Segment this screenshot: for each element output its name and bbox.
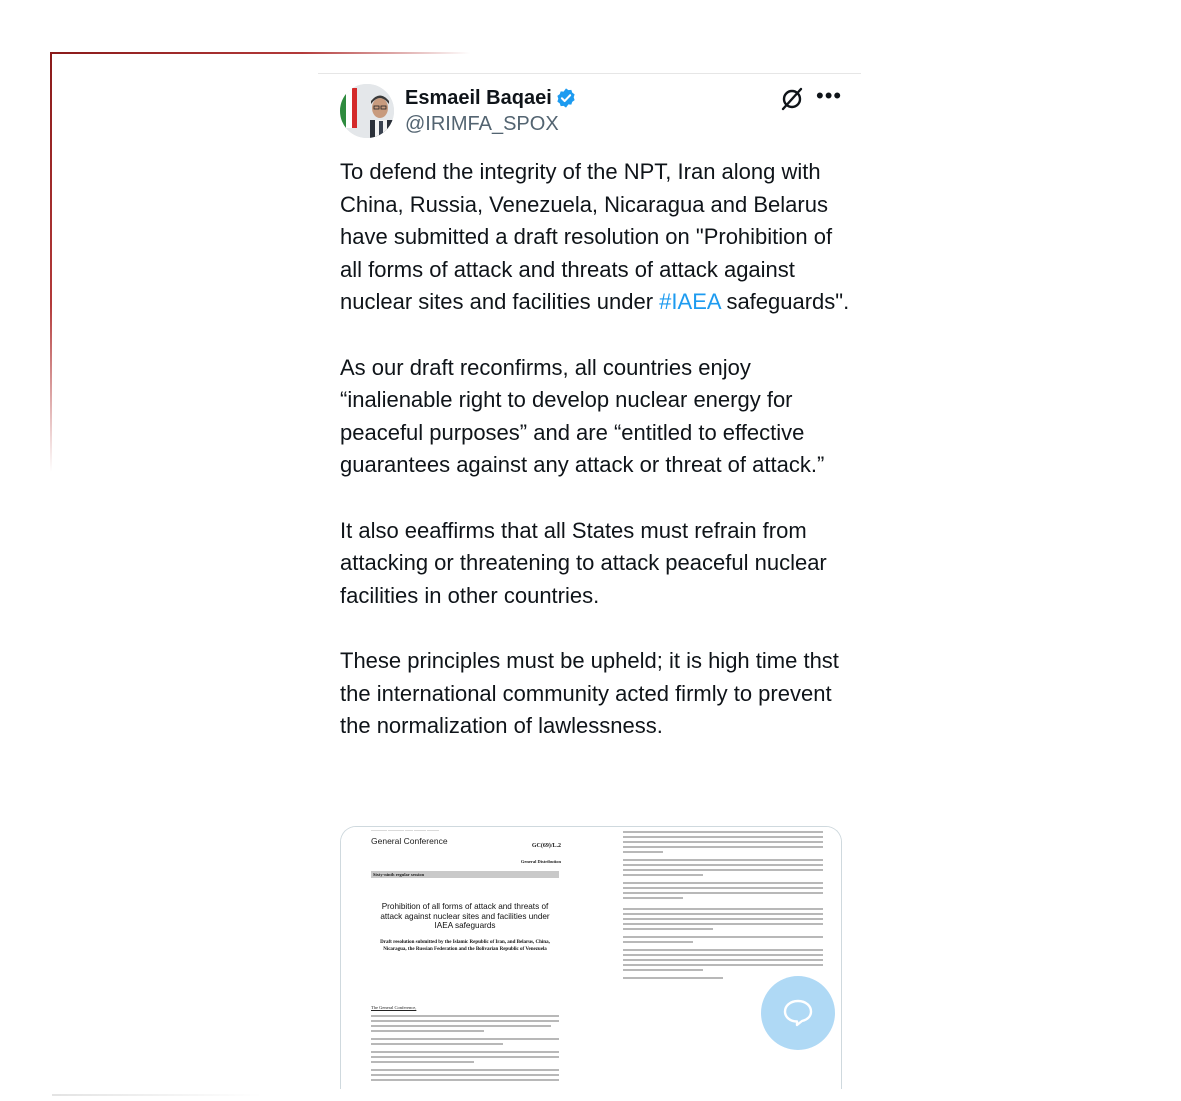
doc-submitted-by: Draft resolution submitted by the Islamic Republic of Iran, and Belarus, China, Nicaragua, the Russian Federation and the Bolivarian Republic of Venezuela [380,940,550,952]
author-handle[interactable]: @IRIMFA_SPOX [405,113,559,135]
grok-icon[interactable] [779,86,805,112]
doc-preamble-label: The General Conference, [371,1005,417,1010]
tweet-paragraph-4: These principles must be upheld; it is high time thst the international community acted firmly to prevent the normalization of lawlessness. [340,647,839,739]
document-page-right [603,827,841,1089]
avatar[interactable] [340,84,394,138]
doc-text-lines-left [371,1015,559,1084]
tweet-text [340,156,850,775]
document-page-left [341,827,591,1089]
doc-text-lines-right [623,831,823,982]
tweet-card [318,74,861,1101]
tweet-media-image[interactable] [340,826,842,1089]
verified-badge-icon [555,87,577,109]
tweet-paragraph-1 [340,156,850,319]
author-name[interactable]: Esmaeil Baqaei [405,87,552,109]
frame-top-line [50,52,470,54]
doc-resolution-title: Prohibition of all forms of attack and threats of attack against nuclear sites and facilities under IAEA safeguards [380,902,550,930]
more-icon[interactable]: ••• [816,83,843,108]
chat-bubble-icon [782,998,814,1028]
doc-session: Sixty-ninth regular session [373,872,425,877]
tweet-paragraph-1-tail: safeguards". [720,289,850,315]
hashtag-link[interactable]: #IAEA [659,289,721,315]
doc-conference-title: General Conference [371,836,448,846]
doc-symbol: GC(69)/L.2 [531,843,561,849]
reply-fab-button[interactable] [761,976,835,1050]
tweet-paragraph-1-text: To defend the integrity of the NPT, Iran along with China, Russia, Venezuela, Nicaragua and Belarus have submitted a draft resolution on "Prohibition of all forms of attack and threats of attack against nuclear sites and facilities under [340,159,833,315]
frame-left-line [50,52,52,472]
tweet-paragraph-3: It also eeaffirms that all States must refrain from attacking or threatening to attack peaceful nuclear facilities in other countries. [340,517,827,608]
doc-header-tiny: ———— ———— —— ——— ——— [371,827,439,832]
bottom-fade-line [52,1094,262,1096]
avatar-image [340,84,394,138]
doc-distribution: General Distribution [520,859,561,864]
tweet-paragraph-2: As our draft reconfirms, all countries enjoy “inalienable right to develop nuclear energy for peaceful purposes” and are “entitled to effective guarantees against any attack or threat of attack.” [340,354,825,478]
